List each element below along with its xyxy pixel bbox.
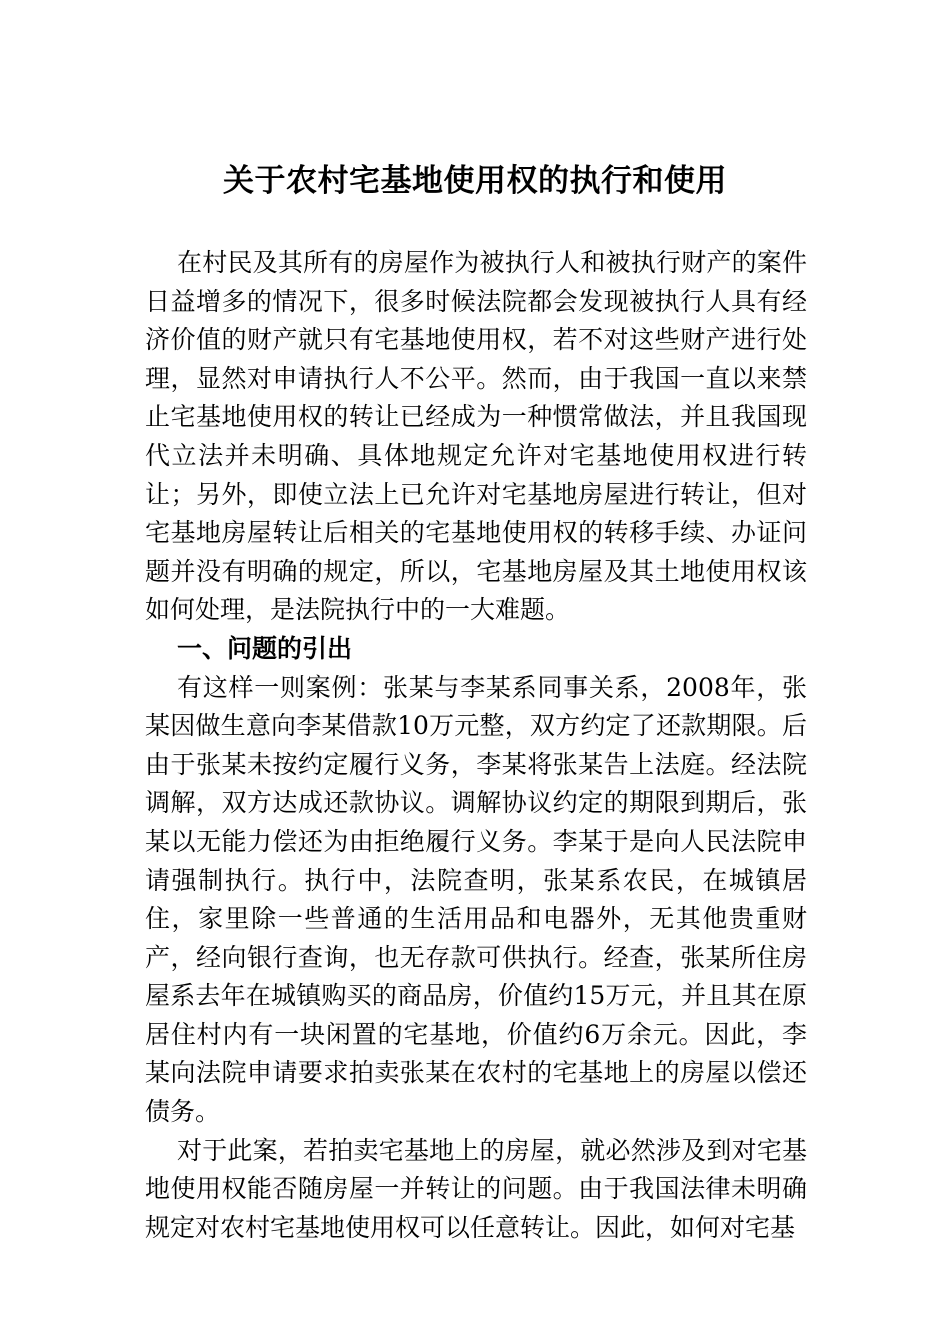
section-heading: 一、问题的引出 [177, 633, 353, 663]
document-body [145, 244, 807, 1247]
paragraph-intro: 在村民及其所有的房屋作为被执行人和被执行财产的案件日益增多的情况下，很多时候法院都会发现被执行人具有经济价值的财产就只有宅基地使用权，若不对这些财产进行处理，显然对申请执行人不公平。然而，由于我国一直以来禁止宅基地使用权的转让已经成为一种惯常做法，并且我国现代立法并未明确、具体地规定允许对宅基地使用权进行转让；另外，即使立法上已允许对宅基地房屋进行转让，但对宅基地房屋转让后相关的宅基地使用权的转移手续、办证问题并没有明确的规定，所以，宅基地房屋及其土地使用权该如何处理，是法院执行中的一大难题。 [145, 248, 807, 625]
paragraph-case: 有这样一则案例：张某与李某系同事关系，2008年，张某因做生意向李某借款10万元整，双方约定了还款期限。后由于张某未按约定履行义务，李某将张某告上法庭。经法院调解，双方达成还款协议。调解协议约定的期限到期后，张某以无能力偿还为由拒绝履行义务。李某于是向人民法院申请强制执行。执行中，法院查明，张某系农民，在城镇居住，家里除一些普通的生活用品和电器外，无其他贵重财产，经向银行查询，也无存款可供执行。经查，张某所住房屋系去年在城镇购买的商品房，价值约15万元，并且其在原居住村内有一块闲置的宅基地，价值约6万余元。因此，李某向法院申请要求拍卖张某在农村的宅基地上的房屋以偿还债务。 [145, 672, 808, 1127]
document-title: 关于农村宅基地使用权的执行和使用 [223, 163, 727, 199]
paragraph-analysis: 对于此案，若拍卖宅基地上的房屋，就必然涉及到对宅基地使用权能否随房屋一并转让的问题。由于我国法律未明确规定对农村宅基地使用权可以任意转让。因此，如何对宅基 [145, 1135, 807, 1242]
